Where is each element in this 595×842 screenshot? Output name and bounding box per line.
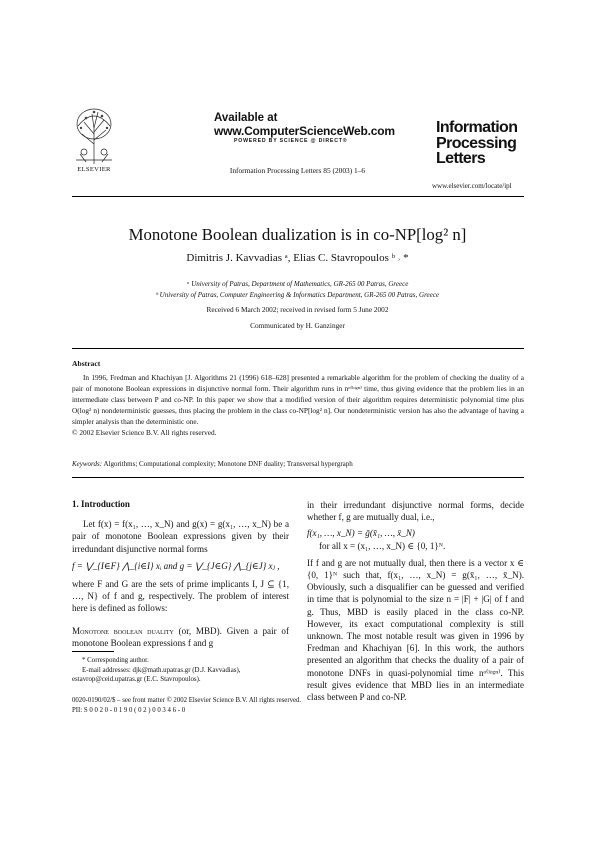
abstract-top-divider <box>72 348 524 349</box>
elsevier-tree-icon <box>72 104 116 166</box>
abstract-copyright: © 2002 Elsevier Science B.V. All rights reserved. <box>72 427 217 437</box>
problem-name: Monotone boolean duality <box>72 625 174 636</box>
intro-paragraph-2: where F and G are the sets of prime implicants I, J ⊆ {1, …, N} of f and g, respectively. The problem of interest here is defined as follows: <box>72 579 289 614</box>
communicated-by: Communicated by H. Ganzinger <box>250 321 345 330</box>
footnotes <box>72 656 292 685</box>
journal-url[interactable]: www.elsevier.com/locate/ipl <box>432 182 512 190</box>
duality-quantifier: for all x = (x₁, …, x_N) ∈ {0, 1}ᴺ. <box>319 540 446 551</box>
powered-by-label: POWERED BY SCIENCE @ DIRECT® <box>234 138 348 144</box>
abstract-heading: Abstract <box>72 359 101 368</box>
keywords-line <box>72 460 524 468</box>
section-heading-introduction: 1. Introduction <box>72 499 130 509</box>
issn-line: 0020-0190/02/$ – see front matter © 2002 Elsevier Science B.V. All rights reserved. <box>72 697 302 704</box>
intro-paragraph-1: Let f(x) = f(x₁, …, x_N) and g(x) = g(x₁, …, x_N) be a pair of monotone Boolean expressions given by their irredundant disjunctive normal forms <box>72 519 289 554</box>
journal-title-line-2: Processing <box>436 134 517 152</box>
header-divider <box>72 196 524 197</box>
keywords-list: Algorithms; Computational complexity; Monotone DNF duality; Transversal hypergraph <box>102 460 353 468</box>
right-column <box>307 499 524 703</box>
affiliation-a: ᵃ University of Patras, Department of Mathematics, GR-265 00 Patras, Greece <box>186 280 409 288</box>
pii-line: PII: S 0 0 2 0 - 0 1 9 0 ( 0 2 ) 0 0 3 4 6 - 0 <box>72 706 186 714</box>
problem-definition <box>72 625 289 649</box>
journal-title <box>436 120 517 167</box>
journal-title-line-1: Information <box>436 119 518 136</box>
footnote-divider <box>72 651 114 652</box>
article-title: Monotone Boolean dualization is in co-NP[log² n] <box>128 225 467 244</box>
dnf-formula: f = ⋁_{I∈F} ⋀_{i∈I} xᵢ and g = ⋁_{J∈G} ⋀_{j∈J} xⱼ , <box>72 560 280 571</box>
article-authors: Dimitris J. Kavvadias ᵃ, Elias C. Stavropoulos ᵇ ˒ * <box>186 252 409 264</box>
email-addresses-note: E-mail addresses: djk@math.upatras.gr (D.J. Kavvadias), estavrop@ceid.upatras.gr (E.C. Stavropoulos). <box>72 666 241 684</box>
keywords-divider <box>72 477 524 478</box>
duality-paragraph-2: If f and g are not mutually dual, then there is a vector x ∈ {0, 1}ᴺ such that, f(x₁, …, x_N) = g(x̄₁, …, x̄_N). Obviously, such a disqualifier can be guessed and verified in time that is polynomial to the size n = |F| + |G| of f and g. Thus, MBD is easily placed in the class co-NP. However, its exact computational complexity is still unknown. The most notable result was given in 1996 by Fredman and Khachiyan [6]. In this work, the authors presented an algorithm that checks the duality of a pair of monotone DNFs in quasi-polynomial time nᵒ⁽ˡᵒᵍⁿ⁾. This result gives evidence that MBD lies in an intermediate class between P and co-NP. <box>307 557 524 703</box>
available-at-label: Available at <box>214 112 278 124</box>
keywords-label: Keywords: <box>72 460 103 468</box>
problem-definition-text: (or, MBD). Given a pair of monotone Boolean expressions f and g <box>72 625 289 648</box>
front-matter-footer <box>72 696 301 715</box>
corresponding-author-note: * Corresponding author. <box>82 657 149 664</box>
received-dates: Received 6 March 2002; received in revised form 5 June 2002 <box>206 305 389 314</box>
abstract-body <box>72 373 524 438</box>
left-column <box>72 498 289 649</box>
abstract-paragraph: In 1996, Fredman and Khachiyan [J. Algorithms 21 (1996) 618–628] presented a remarkable algorithm for the problem of checking the duality of a pair of monotone Boolean expressions in disjunctive normal form. Their algorithm runs in nᵒ⁽ˡᵒᵍⁿ⁾ time, thus giving evidence that the problem lies in an intermediate class between P and co-NP. In this paper we show that a modified version of their algorithm requires deterministic polynomial time plus O(log² n) nondeterministic guesses, thus placing the problem in the class co-NP[log² n]. Our nondeterministic version has also the advantage of having a simpler analysis than the deterministic one. <box>72 373 524 426</box>
computer-science-web-link[interactable]: www.ComputerScienceWeb.com <box>214 124 395 138</box>
elsevier-logo <box>72 104 116 174</box>
duality-paragraph-1: in their irredundant disjunctive normal forms, decide whether f, g are mutually dual, i.e., <box>307 500 524 523</box>
duality-formula: f(x₁, …, x_N) = ḡ(x̄₁, …, x̄_N) <box>307 528 415 539</box>
affiliation-b: ᵇ University of Patras, Computer Engineering & Informatics Department, GR-265 00 Patras, Greece <box>156 291 439 299</box>
journal-title-line-3: Letters <box>436 150 486 167</box>
elsevier-wordmark: ELSEVIER <box>77 166 111 173</box>
journal-citation: Information Processing Letters 85 (2003) 1–6 <box>229 166 366 175</box>
